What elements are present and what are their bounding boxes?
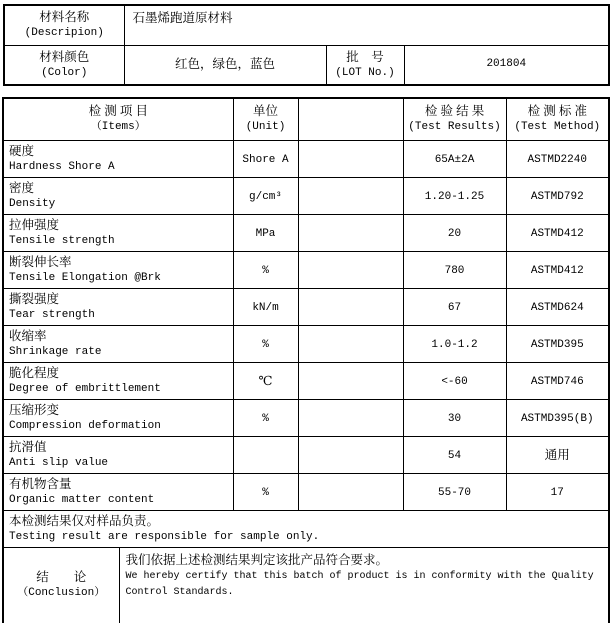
material-info-table [3,4,610,86]
conclusion-text-en: We hereby certify that this batch of product is in conformity with the Quality Control Standards. [125,570,594,598]
spacer-cell [298,140,403,177]
unit-header: 单位 (Unit) [233,98,298,140]
material-name-label [4,5,124,45]
spacer-cell [298,325,403,362]
spacer-cell [298,399,403,436]
test-row-shrinkage [3,325,609,362]
items-header: 检 测 项 目 （Items） [3,98,233,140]
conclusion-label: 结 论 （Conclusion） [3,547,119,623]
conclusion-text-zh: 我们依据上述检测结果判定该批产品符合要求。 [125,552,389,567]
results-header: 检 验 结 果 (Test Results) [403,98,506,140]
material-color-label-zh: 材料颜色 [39,49,90,64]
note-cell [3,510,609,547]
spacer-cell [298,288,403,325]
method-cell: ASTMD395 [506,325,609,362]
material-color-value: 红色，绿色，蓝色 [124,45,326,85]
lot-no-value: 201804 [404,45,609,85]
result-cell: 30 [403,399,506,436]
material-name-label-zh: 材料名称 [39,10,90,25]
result-cell: 67 [403,288,506,325]
method-cell: ASTMD412 [506,251,609,288]
test-row-tensile-strength [3,214,609,251]
method-header: 检 测 标 准 (Test Method) [506,98,609,140]
test-results-table [2,97,610,623]
method-cell: ASTMD624 [506,288,609,325]
unit-cell: Shore A [233,140,298,177]
item-cell: 断裂伸长率 Tensile Elongation @Brk [3,251,233,288]
material-name-value: 石墨烯跑道原材料 [124,5,609,45]
spacer-cell [298,436,403,473]
unit-cell [233,436,298,473]
unit-cell: % [233,325,298,362]
result-cell: 1.0-1.2 [403,325,506,362]
material-color-label [4,45,124,85]
item-cell: 抗滑值 Anti slip value [3,436,233,473]
method-cell: ASTMD395(B) [506,399,609,436]
unit-cell: MPa [233,214,298,251]
spacer-cell [298,214,403,251]
spacer-cell [298,362,403,399]
item-cell: 压缩形变 Compression deformation [3,399,233,436]
note-row [3,510,609,547]
test-row-tear-strength [3,288,609,325]
test-row-organic-content [3,473,609,510]
item-cell: 有机物含量 Organic matter content [3,473,233,510]
result-cell: 55-70 [403,473,506,510]
test-row-hardness [3,140,609,177]
result-cell: 54 [403,436,506,473]
item-cell: 密度 Density [3,177,233,214]
result-cell: <-60 [403,362,506,399]
test-row-anti-slip [3,436,609,473]
spacer-cell [298,473,403,510]
lot-no-label [326,45,404,85]
unit-cell: kN/m [233,288,298,325]
note-en: Testing result are responsible for sample only. [9,530,320,543]
result-cell: 1.20-1.25 [403,177,506,214]
material-name-label-en: (Descripion) [24,27,104,40]
spacer-column-header [298,98,403,140]
unit-cell: ℃ [233,362,298,399]
table-header-row [3,98,609,140]
material-color-label-en: (Color) [41,66,88,79]
test-row-elongation [3,251,609,288]
result-cell: 20 [403,214,506,251]
item-cell: 撕裂强度 Tear strength [3,288,233,325]
lot-no-label-en: (LOT No.) [335,66,395,79]
note-zh: 本检测结果仅对样品负责。 [9,513,160,528]
lot-no-label-zh: 批 号 [346,49,384,64]
spacer-cell [298,251,403,288]
unit-cell: g/cm³ [233,177,298,214]
conclusion-row [3,547,609,623]
material-color-row [4,45,609,85]
item-cell: 硬度 Hardness Shore A [3,140,233,177]
item-cell: 收缩率 Shrinkage rate [3,325,233,362]
method-cell: ASTMD2240 [506,140,609,177]
unit-cell: % [233,473,298,510]
unit-cell: % [233,251,298,288]
test-row-compression [3,399,609,436]
result-cell: 65A±2A [403,140,506,177]
test-row-embrittlement [3,362,609,399]
spacer-cell [298,177,403,214]
method-cell: 17 [506,473,609,510]
method-cell: ASTMD792 [506,177,609,214]
conclusion-text [119,547,609,623]
unit-cell: % [233,399,298,436]
item-cell: 拉伸强度 Tensile strength [3,214,233,251]
test-row-density [3,177,609,214]
method-cell: ASTMD746 [506,362,609,399]
method-cell: 通用 [506,436,609,473]
material-name-row [4,5,609,45]
item-cell: 脆化程度 Degree of embrittlement [3,362,233,399]
result-cell: 780 [403,251,506,288]
method-cell: ASTMD412 [506,214,609,251]
